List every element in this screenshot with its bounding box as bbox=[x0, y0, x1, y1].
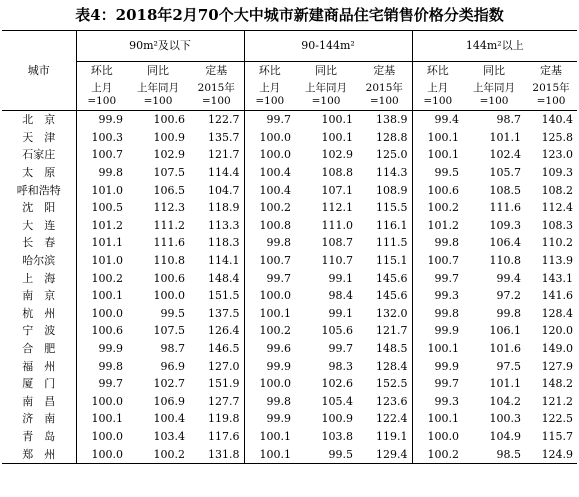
city-cell: 厦 门 bbox=[22, 377, 56, 391]
value-cell: 99.5 bbox=[412, 164, 463, 182]
value-cell: 98.7 bbox=[496, 113, 522, 127]
city-header: 城市 bbox=[2, 31, 76, 111]
value-cell: 103.4 bbox=[153, 429, 185, 443]
table-row bbox=[2, 428, 577, 446]
value-cell: 101.2 bbox=[76, 217, 127, 235]
city-cell: 哈尔滨 bbox=[22, 254, 56, 268]
value-cell: 99.7 bbox=[244, 111, 295, 129]
value-cell: 126.4 bbox=[208, 324, 240, 338]
table-row bbox=[2, 375, 577, 393]
value-cell: 100.4 bbox=[153, 412, 185, 426]
value-cell: 98.4 bbox=[328, 289, 354, 303]
city-cell: 南 昌 bbox=[22, 394, 56, 408]
value-cell: 99.8 bbox=[412, 305, 463, 323]
city-cell: 天 津 bbox=[22, 130, 56, 144]
table-row bbox=[2, 287, 577, 305]
value-cell: 98.7 bbox=[160, 342, 185, 356]
table-row bbox=[2, 164, 577, 182]
value-cell: 99.3 bbox=[412, 287, 463, 305]
subcol-header: 环比 bbox=[244, 62, 295, 81]
value-cell: 99.8 bbox=[412, 234, 463, 252]
value-cell: 108.2 bbox=[541, 183, 574, 197]
value-cell: 100.3 bbox=[76, 129, 127, 147]
value-cell: 100.1 bbox=[76, 287, 127, 305]
subcol-header: 同比 bbox=[483, 64, 506, 77]
city-cell: 合 肥 bbox=[22, 342, 56, 356]
value-cell: 99.7 bbox=[244, 269, 295, 287]
value-cell: 115.5 bbox=[376, 201, 408, 215]
base-header: 2015年 =100 bbox=[189, 80, 244, 111]
value-cell: 100.9 bbox=[153, 130, 185, 144]
value-cell: 100.2 bbox=[244, 199, 295, 217]
value-cell: 148.4 bbox=[208, 271, 240, 285]
value-cell: 100.1 bbox=[76, 410, 127, 428]
value-cell: 100.0 bbox=[76, 445, 127, 463]
table-row bbox=[2, 217, 577, 235]
value-cell: 100.1 bbox=[412, 146, 463, 164]
value-cell: 112.3 bbox=[153, 201, 185, 215]
value-cell: 100.0 bbox=[76, 305, 127, 323]
value-cell: 100.0 bbox=[244, 129, 295, 147]
value-cell: 97.2 bbox=[496, 289, 522, 303]
value-cell: 100.0 bbox=[244, 375, 295, 393]
value-cell: 100.1 bbox=[321, 130, 354, 144]
value-cell: 124.9 bbox=[525, 445, 577, 463]
value-cell: 100.2 bbox=[127, 445, 189, 463]
value-cell: 100.2 bbox=[412, 199, 463, 217]
value-cell: 140.4 bbox=[541, 113, 574, 127]
value-cell: 110.8 bbox=[489, 254, 522, 268]
value-cell: 110.8 bbox=[153, 254, 185, 268]
value-cell: 113.3 bbox=[208, 218, 240, 232]
city-cell: 太 原 bbox=[22, 166, 56, 180]
value-cell: 118.9 bbox=[208, 201, 240, 215]
value-cell: 111.6 bbox=[153, 236, 185, 250]
value-cell: 100.1 bbox=[412, 129, 463, 147]
value-cell: 143.1 bbox=[541, 271, 574, 285]
table-row bbox=[2, 181, 577, 199]
value-cell: 99.1 bbox=[328, 306, 354, 320]
value-cell: 99.7 bbox=[412, 269, 463, 287]
group-header-medium bbox=[244, 31, 412, 62]
value-cell: 101.0 bbox=[76, 181, 127, 199]
value-cell: 99.8 bbox=[496, 306, 522, 320]
value-cell: 97.5 bbox=[496, 359, 522, 373]
value-cell: 102.9 bbox=[153, 148, 185, 162]
value-cell: 121.7 bbox=[376, 324, 408, 338]
table-row bbox=[2, 199, 577, 217]
group-header-small bbox=[76, 31, 244, 62]
value-cell: 122.7 bbox=[208, 113, 240, 127]
city-cell: 杭 州 bbox=[22, 306, 56, 320]
base-header: 上月 =100 bbox=[412, 80, 463, 111]
value-cell: 100.4 bbox=[244, 181, 295, 199]
value-cell: 100.3 bbox=[489, 412, 522, 426]
value-cell: 145.6 bbox=[376, 289, 408, 303]
table-row bbox=[2, 269, 577, 287]
value-cell: 108.5 bbox=[489, 183, 522, 197]
table-row bbox=[2, 305, 577, 323]
group-label: 90m²及以下 bbox=[129, 39, 191, 52]
value-cell: 110.2 bbox=[541, 236, 574, 250]
value-cell: 113.9 bbox=[541, 254, 574, 268]
city-cell: 南 京 bbox=[22, 289, 56, 303]
value-cell: 104.2 bbox=[489, 394, 522, 408]
value-cell: 121.2 bbox=[541, 394, 574, 408]
value-cell: 99.4 bbox=[412, 111, 463, 129]
value-cell: 125.0 bbox=[376, 148, 408, 162]
group-header-large bbox=[412, 31, 577, 62]
value-cell: 100.0 bbox=[76, 428, 127, 446]
value-cell: 121.7 bbox=[208, 148, 240, 162]
city-cell: 济 南 bbox=[22, 412, 56, 426]
subcol-header: 定基 bbox=[540, 64, 563, 77]
city-cell: 宁 波 bbox=[22, 324, 56, 338]
value-cell: 101.2 bbox=[412, 217, 463, 235]
value-cell: 111.0 bbox=[321, 218, 354, 232]
value-cell: 101.6 bbox=[489, 342, 522, 356]
subcol-header: 定基 bbox=[373, 64, 396, 77]
value-cell: 151.9 bbox=[208, 377, 240, 391]
value-cell: 99.9 bbox=[244, 357, 295, 375]
value-cell: 99.7 bbox=[76, 375, 127, 393]
table-row bbox=[2, 410, 577, 428]
value-cell: 111.6 bbox=[489, 201, 522, 215]
value-cell: 131.8 bbox=[189, 445, 244, 463]
value-cell: 111.5 bbox=[376, 236, 408, 250]
value-cell: 99.7 bbox=[412, 375, 463, 393]
value-cell: 100.0 bbox=[244, 146, 295, 164]
value-cell: 151.5 bbox=[208, 289, 240, 303]
value-cell: 112.1 bbox=[321, 201, 354, 215]
value-cell: 138.9 bbox=[376, 113, 408, 127]
value-cell: 129.4 bbox=[357, 445, 412, 463]
value-cell: 102.6 bbox=[321, 377, 354, 391]
subcol-header: 环比 bbox=[412, 62, 463, 81]
value-cell: 100.8 bbox=[244, 217, 295, 235]
value-cell: 146.5 bbox=[208, 342, 240, 356]
value-cell: 105.4 bbox=[321, 394, 354, 408]
value-cell: 99.9 bbox=[244, 410, 295, 428]
value-cell: 101.1 bbox=[489, 377, 522, 391]
group-label: 144m²以上 bbox=[465, 39, 524, 52]
value-cell: 99.8 bbox=[244, 234, 295, 252]
base-header: 2015年 =100 bbox=[357, 80, 412, 111]
value-cell: 106.9 bbox=[153, 394, 185, 408]
value-cell: 109.3 bbox=[489, 218, 522, 232]
value-cell: 102.9 bbox=[321, 148, 354, 162]
table-row bbox=[2, 129, 577, 147]
value-cell: 99.8 bbox=[76, 357, 127, 375]
value-cell: 100.7 bbox=[244, 252, 295, 270]
city-cell: 长 春 bbox=[22, 236, 56, 250]
value-cell: 99.1 bbox=[328, 271, 354, 285]
value-cell: 100.2 bbox=[244, 322, 295, 340]
value-cell: 119.8 bbox=[208, 412, 240, 426]
value-cell: 100.1 bbox=[412, 410, 463, 428]
table-row bbox=[2, 146, 577, 164]
value-cell: 109.3 bbox=[541, 166, 574, 180]
table-row bbox=[2, 322, 577, 340]
value-cell: 104.9 bbox=[489, 429, 522, 443]
city-cell: 福 州 bbox=[22, 359, 56, 373]
value-cell: 108.8 bbox=[321, 166, 354, 180]
value-cell: 114.3 bbox=[376, 166, 408, 180]
value-cell: 99.9 bbox=[412, 357, 463, 375]
city-cell: 大 连 bbox=[22, 218, 56, 232]
city-cell: 呼和浩特 bbox=[16, 183, 61, 197]
base-header: 上月 =100 bbox=[244, 80, 295, 111]
price-index-table bbox=[2, 30, 577, 464]
value-cell: 96.9 bbox=[160, 359, 185, 373]
city-cell: 北 京 bbox=[22, 113, 56, 127]
value-cell: 99.9 bbox=[412, 322, 463, 340]
value-cell: 99.5 bbox=[295, 445, 357, 463]
table-row bbox=[2, 340, 577, 358]
value-cell: 105.7 bbox=[489, 166, 522, 180]
value-cell: 100.0 bbox=[153, 289, 185, 303]
value-cell: 123.0 bbox=[541, 148, 574, 162]
value-cell: 100.7 bbox=[76, 146, 127, 164]
table-row bbox=[2, 445, 577, 463]
value-cell: 148.5 bbox=[376, 342, 408, 356]
value-cell: 100.1 bbox=[321, 113, 354, 127]
value-cell: 99.5 bbox=[160, 306, 185, 320]
base-header: 2015年 =100 bbox=[525, 80, 577, 111]
subcol-header: 环比 bbox=[76, 62, 127, 81]
value-cell: 114.1 bbox=[208, 254, 240, 268]
value-cell: 99.4 bbox=[496, 271, 522, 285]
value-cell: 107.5 bbox=[153, 166, 185, 180]
city-cell: 青 岛 bbox=[22, 429, 56, 443]
value-cell: 99.8 bbox=[76, 164, 127, 182]
value-cell: 98.3 bbox=[328, 359, 354, 373]
value-cell: 99.8 bbox=[244, 393, 295, 411]
value-cell: 112.4 bbox=[541, 201, 574, 215]
value-cell: 110.7 bbox=[321, 254, 354, 268]
value-cell: 99.7 bbox=[328, 342, 354, 356]
value-cell: 101.0 bbox=[76, 252, 127, 270]
base-header: 上月 =100 bbox=[76, 80, 127, 111]
subcol-header: 定基 bbox=[205, 64, 228, 77]
value-cell: 128.4 bbox=[541, 306, 574, 320]
value-cell: 152.5 bbox=[376, 377, 408, 391]
value-cell: 102.7 bbox=[153, 377, 185, 391]
value-cell: 108.3 bbox=[541, 218, 574, 232]
value-cell: 120.0 bbox=[541, 324, 574, 338]
value-cell: 123.6 bbox=[376, 394, 408, 408]
value-cell: 107.1 bbox=[321, 183, 354, 197]
value-cell: 100.0 bbox=[412, 428, 463, 446]
base-header: 上年同月 =100 bbox=[127, 80, 189, 111]
subcol-header: 同比 bbox=[315, 64, 338, 77]
value-cell: 99.6 bbox=[244, 340, 295, 358]
value-cell: 135.7 bbox=[208, 130, 240, 144]
value-cell: 132.0 bbox=[376, 306, 408, 320]
value-cell: 100.2 bbox=[76, 269, 127, 287]
value-cell: 99.9 bbox=[76, 340, 127, 358]
value-cell: 107.5 bbox=[153, 324, 185, 338]
value-cell: 118.3 bbox=[208, 236, 240, 250]
value-cell: 98.5 bbox=[463, 445, 525, 463]
city-cell: 郑 州 bbox=[2, 445, 76, 463]
table-row bbox=[2, 393, 577, 411]
base-header: 上年同月 =100 bbox=[295, 80, 357, 111]
table-row bbox=[2, 357, 577, 375]
value-cell: 122.4 bbox=[376, 412, 408, 426]
city-cell: 上 海 bbox=[22, 271, 56, 285]
value-cell: 105.6 bbox=[321, 324, 354, 338]
group-label: 90-144m² bbox=[301, 39, 355, 52]
value-cell: 100.4 bbox=[244, 164, 295, 182]
table-title: 表4：2018年2月70个大中城市新建商品住宅销售价格分类指数 bbox=[75, 6, 504, 24]
value-cell: 125.8 bbox=[541, 130, 574, 144]
base-header: 上年同月 =100 bbox=[463, 80, 525, 111]
value-cell: 100.2 bbox=[412, 445, 463, 463]
value-cell: 108.9 bbox=[376, 183, 408, 197]
value-cell: 100.6 bbox=[153, 113, 185, 127]
value-cell: 106.1 bbox=[489, 324, 522, 338]
value-cell: 115.7 bbox=[541, 429, 574, 443]
value-cell: 127.0 bbox=[208, 359, 240, 373]
value-cell: 127.9 bbox=[541, 359, 574, 373]
value-cell: 99.3 bbox=[412, 393, 463, 411]
value-cell: 114.4 bbox=[208, 166, 240, 180]
table-row bbox=[2, 252, 577, 270]
subcol-header: 同比 bbox=[147, 64, 169, 77]
value-cell: 100.7 bbox=[412, 252, 463, 270]
value-cell: 119.1 bbox=[376, 429, 408, 443]
value-cell: 116.1 bbox=[376, 218, 408, 232]
value-cell: 102.4 bbox=[489, 148, 522, 162]
table-row bbox=[2, 234, 577, 252]
value-cell: 101.1 bbox=[76, 234, 127, 252]
value-cell: 148.2 bbox=[541, 377, 574, 391]
value-cell: 128.8 bbox=[376, 130, 408, 144]
value-cell: 149.0 bbox=[541, 342, 574, 356]
value-cell: 106.4 bbox=[489, 236, 522, 250]
value-cell: 145.6 bbox=[376, 271, 408, 285]
value-cell: 100.5 bbox=[76, 199, 127, 217]
value-cell: 127.7 bbox=[208, 394, 240, 408]
value-cell: 100.1 bbox=[244, 445, 295, 463]
city-cell: 石家庄 bbox=[22, 148, 56, 162]
value-cell: 100.0 bbox=[244, 287, 295, 305]
table-row bbox=[2, 111, 577, 129]
value-cell: 104.7 bbox=[208, 183, 240, 197]
value-cell: 106.5 bbox=[153, 183, 185, 197]
value-cell: 141.6 bbox=[541, 289, 574, 303]
city-cell: 沈 阳 bbox=[22, 201, 56, 215]
value-cell: 100.6 bbox=[412, 181, 463, 199]
value-cell: 100.6 bbox=[76, 322, 127, 340]
value-cell: 99.9 bbox=[76, 111, 127, 129]
value-cell: 115.1 bbox=[376, 254, 408, 268]
value-cell: 128.4 bbox=[376, 359, 408, 373]
value-cell: 108.7 bbox=[321, 236, 354, 250]
value-cell: 100.1 bbox=[244, 428, 295, 446]
value-cell: 122.5 bbox=[541, 412, 574, 426]
value-cell: 117.6 bbox=[208, 429, 240, 443]
value-cell: 100.6 bbox=[153, 271, 185, 285]
value-cell: 100.9 bbox=[321, 412, 354, 426]
value-cell: 101.1 bbox=[489, 130, 522, 144]
value-cell: 100.0 bbox=[76, 393, 127, 411]
value-cell: 111.2 bbox=[153, 218, 185, 232]
value-cell: 100.1 bbox=[244, 305, 295, 323]
value-cell: 137.5 bbox=[208, 306, 240, 320]
value-cell: 100.1 bbox=[412, 340, 463, 358]
value-cell: 103.8 bbox=[321, 429, 354, 443]
